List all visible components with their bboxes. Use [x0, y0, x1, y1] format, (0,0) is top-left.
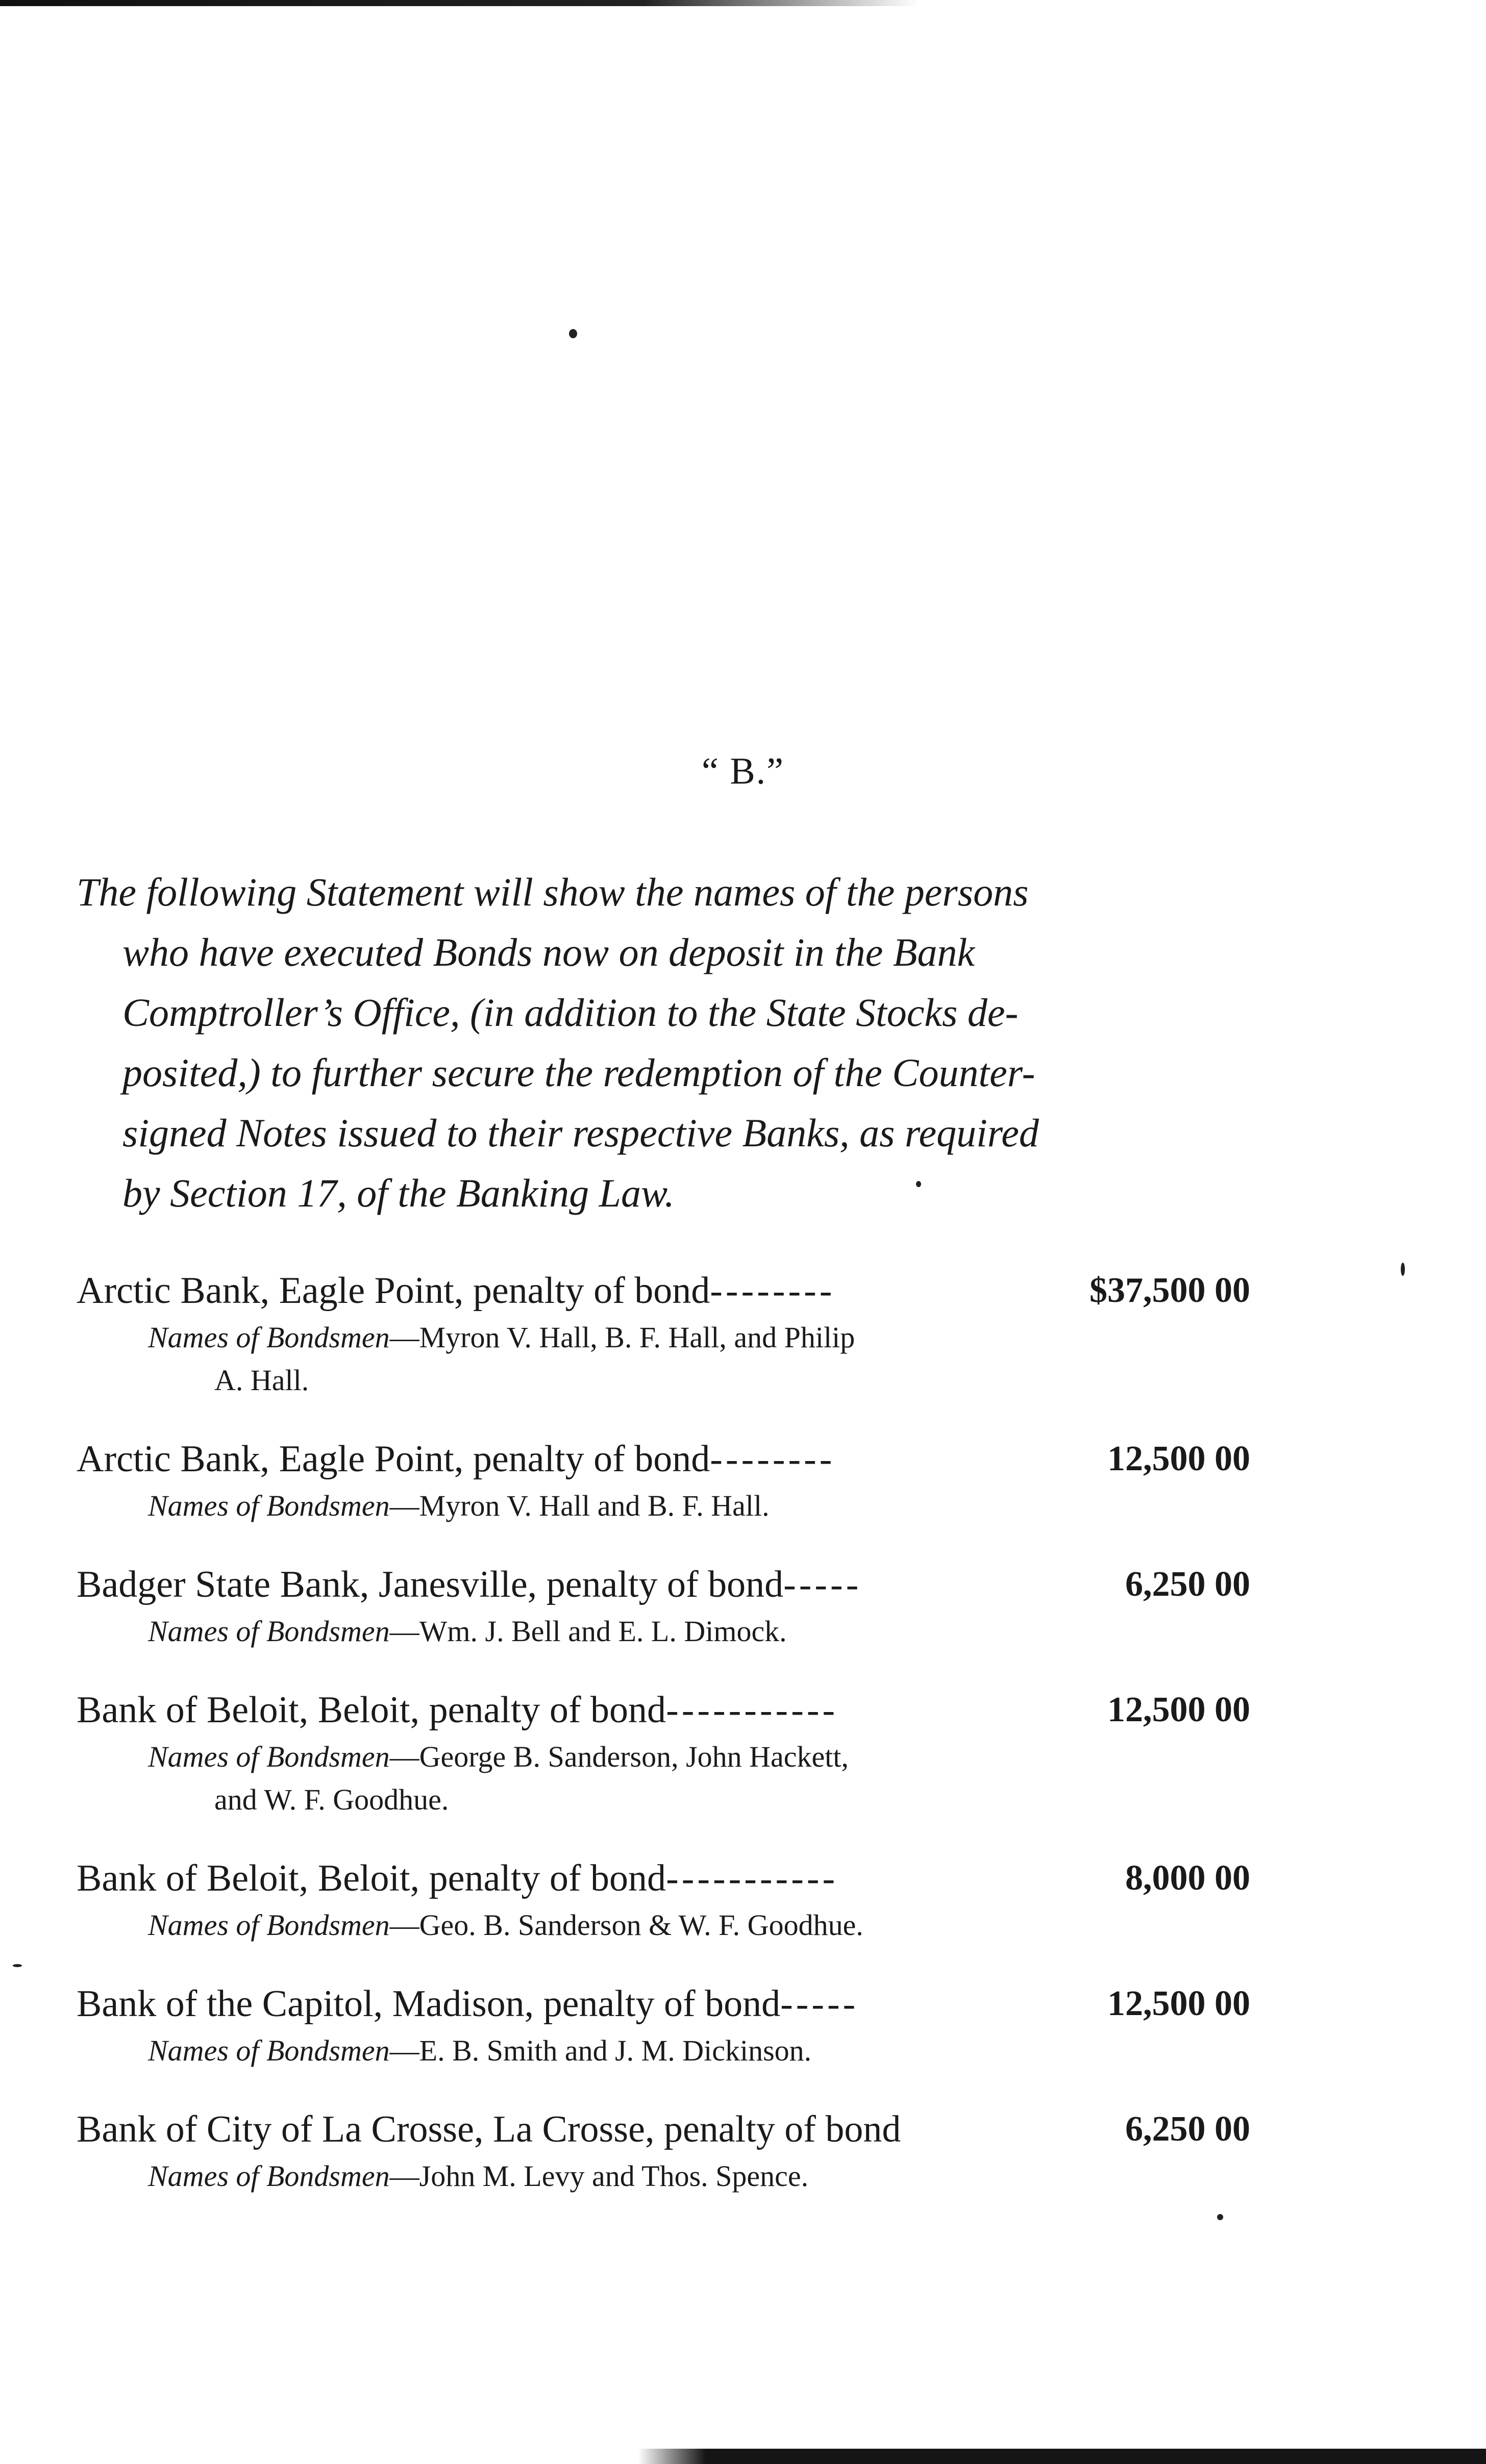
bond-entry: [77, 1559, 1250, 1653]
intro-line: posited,) to further secure the redemption of the Counter-: [122, 1050, 1035, 1095]
bondsmen-label: Names of Bondsmen: [148, 1489, 390, 1522]
bank-title: Bank of Beloit, Beloit, penalty of bond-----------: [77, 1689, 838, 1731]
bond-amount: 6,250 00: [1125, 1565, 1250, 1604]
scan-edge-top: [0, 0, 919, 6]
bond-amount: 6,250 00: [1125, 2109, 1250, 2149]
bondsmen-label: Names of Bondsmen: [148, 1615, 390, 1648]
bondsmen-continuation: A. Hall.: [214, 1364, 309, 1397]
bond-entry: [77, 1434, 1250, 1527]
bond-entry: [77, 2104, 1250, 2198]
bondsmen-names: Names of Bondsmen—John M. Levy and Thos. Spence.: [148, 2159, 809, 2193]
bondsmen-label: Names of Bondsmen: [148, 1908, 390, 1942]
bank-title: Arctic Bank, Eagle Point, penalty of bond--------: [77, 1438, 835, 1480]
bank-title: Bank of Beloit, Beloit, penalty of bond-----------: [77, 1857, 838, 1899]
intro-line: The following Statement will show the names of the persons: [77, 870, 1029, 914]
bond-amount: 12,500 00: [1107, 1439, 1250, 1478]
bond-amount: 8,000 00: [1125, 1858, 1250, 1898]
bond-amount: $37,500 00: [1089, 1271, 1250, 1310]
bond-entry: [77, 1684, 1250, 1821]
bond-entry: [77, 1978, 1250, 2072]
bondsmen-names: Names of Bondsmen—Wm. J. Bell and E. L. Dimock.: [148, 1615, 787, 1648]
bank-title: Bank of City of La Crosse, La Crosse, penalty of bond: [77, 2108, 901, 2150]
bond-entry: [77, 1853, 1250, 1947]
bondsmen-label: Names of Bondsmen: [148, 1740, 390, 1773]
intro-line: signed Notes issued to their respective Banks, as required: [122, 1111, 1039, 1155]
intro-line: Comptroller’s Office, (in addition to the State Stocks de-: [122, 990, 1019, 1035]
bondsmen-continuation: and W. F. Goodhue.: [214, 1783, 449, 1816]
bond-amount: 12,500 00: [1107, 1690, 1250, 1729]
bond-entries-list: [77, 1265, 1250, 2229]
section-heading: “ B.”: [701, 750, 785, 792]
ink-speck: [13, 1964, 22, 1967]
ink-speck: [1401, 1263, 1405, 1276]
intro-paragraph: [77, 862, 1240, 1223]
bondsmen-names: Names of Bondsmen—Myron V. Hall, B. F. Hall, and Philip A. Hall.: [77, 1316, 1107, 1402]
bondsmen-label: Names of Bondsmen: [148, 2159, 390, 2193]
bondsmen-names: Names of Bondsmen—Geo. B. Sanderson & W. F. Goodhue.: [148, 1908, 863, 1942]
bondsmen-names: Names of Bondsmen—E. B. Smith and J. M. Dickinson.: [148, 2034, 812, 2067]
ink-speck: [569, 329, 577, 338]
bank-title: Bank of the Capitol, Madison, penalty of bond-----: [77, 1983, 859, 2025]
intro-line: by Section 17, of the Banking Law.: [122, 1171, 675, 1215]
bondsmen-names: Names of Bondsmen—George B. Sanderson, John Hackett, and W. F. Goodhue.: [77, 1736, 1107, 1821]
bank-title: Badger State Bank, Janesville, penalty of bond-----: [77, 1564, 862, 1605]
bank-title: Arctic Bank, Eagle Point, penalty of bond--------: [77, 1270, 835, 1312]
bond-amount: 12,500 00: [1107, 1984, 1250, 2023]
scan-edge-bottom: [638, 2449, 1486, 2464]
bond-entry: [77, 1265, 1250, 1402]
bondsmen-label: Names of Bondsmen: [148, 2034, 390, 2067]
bondsmen-names: Names of Bondsmen—Myron V. Hall and B. F. Hall.: [148, 1489, 770, 1522]
intro-line: who have executed Bonds now on deposit in the Bank: [122, 930, 975, 974]
bondsmen-label: Names of Bondsmen: [148, 1321, 390, 1354]
